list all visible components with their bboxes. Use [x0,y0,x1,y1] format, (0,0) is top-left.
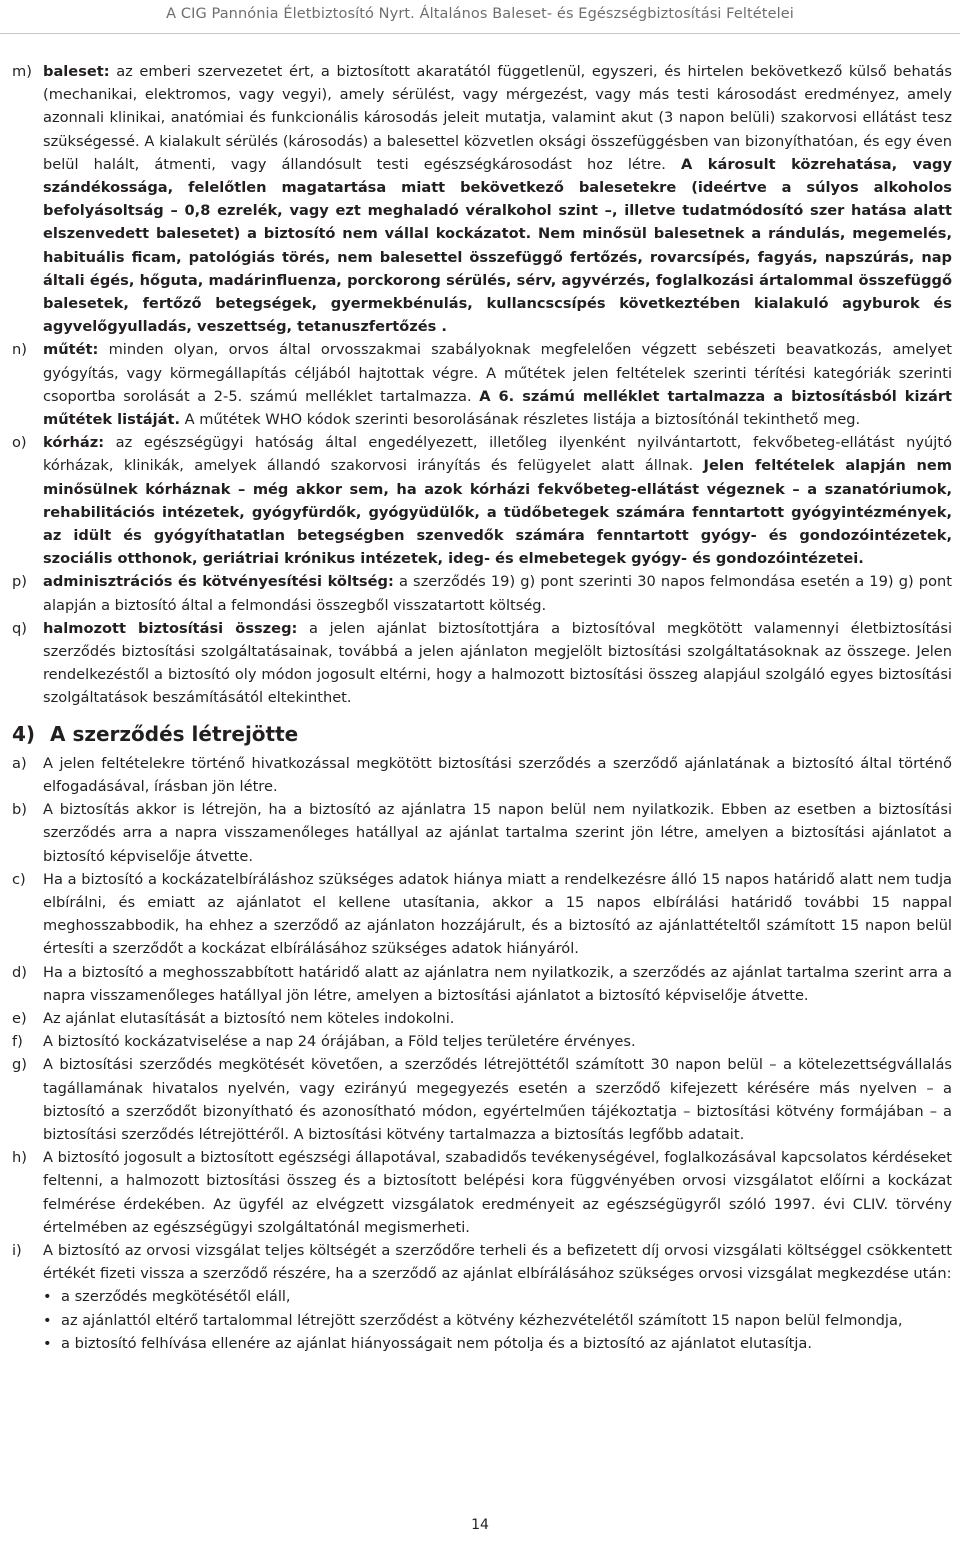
clause-g [12,1053,952,1146]
section-number: 4) [12,721,36,746]
list-item [12,1309,952,1332]
bullet-icon: • [43,1288,52,1306]
clause-text: A jelen feltételekre történő hivatkozással megkötött biztosítási szerződés a szerződő ajánlatának a biztosító által történő elfogadásával, írásban jön létre. [43,754,952,795]
item-marker: b) [12,801,27,819]
definition-n [12,338,952,431]
bullet-icon: • [43,1311,52,1329]
term: adminisztrációs és kötvényesítési költség: [43,573,394,591]
item-marker: i) [12,1241,22,1259]
clause-text: A biztosító kockázatviselése a nap 24 órájában, a Föld teljes területére érvényes. [43,1033,636,1051]
definition-o [12,431,952,570]
definition-m [12,60,952,338]
clause-text: Ha a biztosító a kockázatelbíráláshoz szükséges adatok hiánya miatt a rendelkezésre álló 15 napos határidő alatt nem tudja elbírálni, és emiatt az ajánlatot el kellene utasítania, akkor a 15 napos elbírálási határidő további 15 nappal meghosszabbodik, ha ehhez a szerződő az ajánlaton hozzájárult, és a biztosító az ajánlattételtől számított 15 napon belül értesíti a szerződőt a kockázat elbírálásához szükséges adatok hiányáról. [43,870,952,958]
clause-c [12,868,952,961]
text: minden olyan, orvos által orvosszakmai szabályoknak megfelelően végzett sebészeti beavatkozás, amelyet gyógyítás, vagy körmegállapítás céljából hajtottak végre. A műtétek jelen feltételek szerinti térítési kategóriák szerinti csoportba sorolását a 2-5. számú melléklet tartalmazza. [43,341,952,405]
clause-text: A biztosító az orvosi vizsgálat teljes költségét a szerződőre terheli és a befizetett díj orvosi vizsgálati költséggel csökkentett értékét fizeti vissza a szerződő részére, ha a szerződő az ajánlat elbírálásához szükséges orvosi vizsgálat megkezdése után: [43,1241,952,1283]
term: műtét: [43,341,99,359]
clause-text: A biztosítási szerződés megkötését követően, a szerződés létrejöttétől számított 30 napon belül – a kötelezettségvállalás tagállamának hivatalos nyelvén, vagy ezirányú megegyezés esetén a szerződő kifejezett kérésére más nyelven – a biztosító a szerződőt bizonyítható és azonosítható módon, egyértelműen tájékoztatja – biztosítási kötvény formájában – a biztosítási szerződés létrejöttéről. A biztosítási kötvény tartalmazza a biztosítás legfőbb adatait. [43,1056,952,1143]
bullet-list [12,1285,952,1355]
list-item [12,1285,952,1308]
clause-d [12,961,952,1007]
clause-text: Az ajánlat elutasítását a biztosító nem köteles indokolni. [43,1009,455,1027]
item-marker: e) [12,1009,27,1027]
clause-e [12,1007,952,1030]
running-header: A CIG Pannónia Életbiztosító Nyrt. Általános Baleset- és Egészségbiztosítási Feltételei [166,6,794,22]
item-marker: n) [12,341,27,359]
text: az egészségügyi hatóság által engedélyezett, illetőleg ilyenként nyilvántartott, fekvőbeteg-ellátást nyújtó kórházak, klinikák, amelyek állandó szakorvosi irányítás és felügyelet alatt állnak. [43,434,952,475]
item-marker: m) [12,63,32,80]
list-item [12,1332,952,1355]
document-body [12,60,952,1355]
text: A műtétek WHO kódok szerinti besorolásának részletes listája a biztosítónál tekinthető meg. [180,411,861,429]
clause-text: A biztosítás akkor is létrejön, ha a biztosító az ajánlatra 15 napon belül nem nyilatkozik. Ebben az esetben a biztosítási szerződés arra a napra visszamenőleges hatállyal az ajánlat tartalma szerint jön létre, amelyen a biztosítási ajánlatot a biztosító képviselője átvette. [43,801,952,865]
item-marker: q) [12,619,27,637]
bold-text: Jelen feltételek alapján nem minősülnek kórháznak – még akkor sem, ha azok kórházi fekvőbeteg-ellátást végeznek – a szanatóriumok, rehabilitációs intézetek, gyógyfürdők, gyógyüdülők, a tüdőbetegek számára fenntartott gyógyintézmények, az idült és gyógyíthatatlan betegségben szenvedők számára fenntartott gyógy- és gondozóintézetek, szociális otthonok, geriátriai krónikus intézetek, ideg- és elmebetegek gyógy- és gondozóintézetei. [43,457,952,568]
item-marker: c) [12,870,26,888]
term: kórház: [43,434,105,452]
item-marker: g) [12,1056,27,1074]
item-marker: f) [12,1033,23,1051]
clause-a [12,752,952,798]
definition-text [43,570,952,616]
clause-h [12,1146,952,1239]
section-title: A szerződés létrejötte [50,721,299,746]
bullet-icon: • [43,1334,52,1352]
clause-text: A biztosító jogosult a biztosított egészségi állapotával, szabadidős tevékenységével, foglalkozásával kapcsolatos kérdéseket feltenni, a halmozott biztosítási összeg és a biztosított belépési kora függvényében orvosi vizsgálatot előírni a kockázat felmérése érdekében. Az ügyfél az elvégzett vizsgálatok eredményeit az egészségügyről szóló 1997. évi CLIV. törvény értelmében az egészségügyi szolgáltatónál megismerheti. [43,1149,952,1236]
item-marker: h) [12,1149,27,1167]
item-marker: a) [12,754,27,772]
page-number: 14 [471,1517,489,1533]
text: az emberi szervezetet ért, a biztosított akaratától függetlenül, egyszeri, és hirtelen bekövetkező külső behatás (mechanikai, elektromos, vagy vegyi), amely sérülést, vagy mérgezést, vagy más testi károsodást eredményez, amely azonnali klinikai, anatómiai és funkcionális károsodás jeleit mutatja, valamint akut (3 napon belüli) szakorvosi ellátást tesz szükségessé. A kialakult sérülés (károsodás) a balesettel közvetlen oksági összefüggésben van bizonyíthatóan, és egy éven belül halált, átmenti, vagy állandósult testi egészségkárosodást hoz létre. [43,63,952,173]
item-marker: o) [12,434,27,452]
definition-text [43,431,952,570]
header-divider [0,33,960,34]
item-marker: p) [12,573,27,591]
clause-b [12,798,952,868]
definition-p [12,570,952,616]
term: baleset: [43,63,110,80]
text: a szerződés 19) g) pont szerinti 30 napos felmondása esetén a 19) g) pont alapján a biztosító által a felmondási összegből visszatartott költség. [43,573,952,614]
definition-text [43,60,952,338]
clause-i [12,1239,952,1285]
text: a jelen ajánlat biztosítottjára a biztosítóval megkötött valamennyi életbiztosítási szerződés biztosítási szolgáltatásainak, továbbá a jelen ajánlaton megjelölt biztosítási szolgáltatásoknak az összege. Jelen rendelkezéstől a biztosító oly módon jogosult eltérni, hogy a halmozott biztosítási összeg alapjául szolgáló egyes biztosítási szolgáltatások beszámításától eltekinthet. [43,619,953,707]
definition-q [12,617,952,710]
bold-text: A 6. számú melléklet tartalmazza a biztosításból kizárt műtétek listáját. [43,387,952,429]
definition-text [43,617,952,710]
section-heading [12,719,952,749]
item-marker: d) [12,963,27,981]
list-item-text: a biztosító felhívása ellenére az ajánlat hiányosságait nem pótolja és a biztosító az ajánlatot elutasítja. [61,1334,813,1352]
bold-text: A károsult közrehatása, vagy szándékossága, felelőtlen magatartása miatt bekövetkező balesetekre (ideértve a súlyos alkoholos befolyásoltság – 0,8 ezrelék, vagy ezt meghaladó véralkohol szint –, illetve tudatmódosító szer hatása alatt elszenvedett balesetet) a biztosító nem vállal kockázatot. Nem minősül balesetnek a rándulás, megemelés, habituális ficam, patológiás törés, nem balesettel összefüggő fertőzés, rovarcsípés, fagyás, napszúrás, nap általi égés, hőguta, madárinfluenza, porckorong sérülés, sérv, agyvérzés, foglalkozási ártalommal összefüggő balesetek, fertőző betegségek, gyermekbénulás, kullancscsípés következtében kialakuló agyburok és agyvelőgyulladás, veszettség, tetanuszfertőzés . [43,155,952,336]
clause-text: Ha a biztosító a meghosszabbított határidő alatt az ajánlatra nem nyilatkozik, a szerződés az ajánlat tartalma szerint arra a napra visszamenőleges hatállyal jön létre, amelyen a biztosítási ajánlatot a biztosító képviselője átvette. [43,963,952,1004]
definition-text [43,338,952,431]
list-item-text: a szerződés megkötésétől eláll, [61,1288,291,1306]
list-item-text: az ajánlattól eltérő tartalommal létrejött szerződést a kötvény kézhezvételétől számított 15 napon belül felmondja, [61,1311,903,1329]
term: halmozott biztosítási összeg: [43,619,298,637]
clause-f [12,1030,952,1053]
